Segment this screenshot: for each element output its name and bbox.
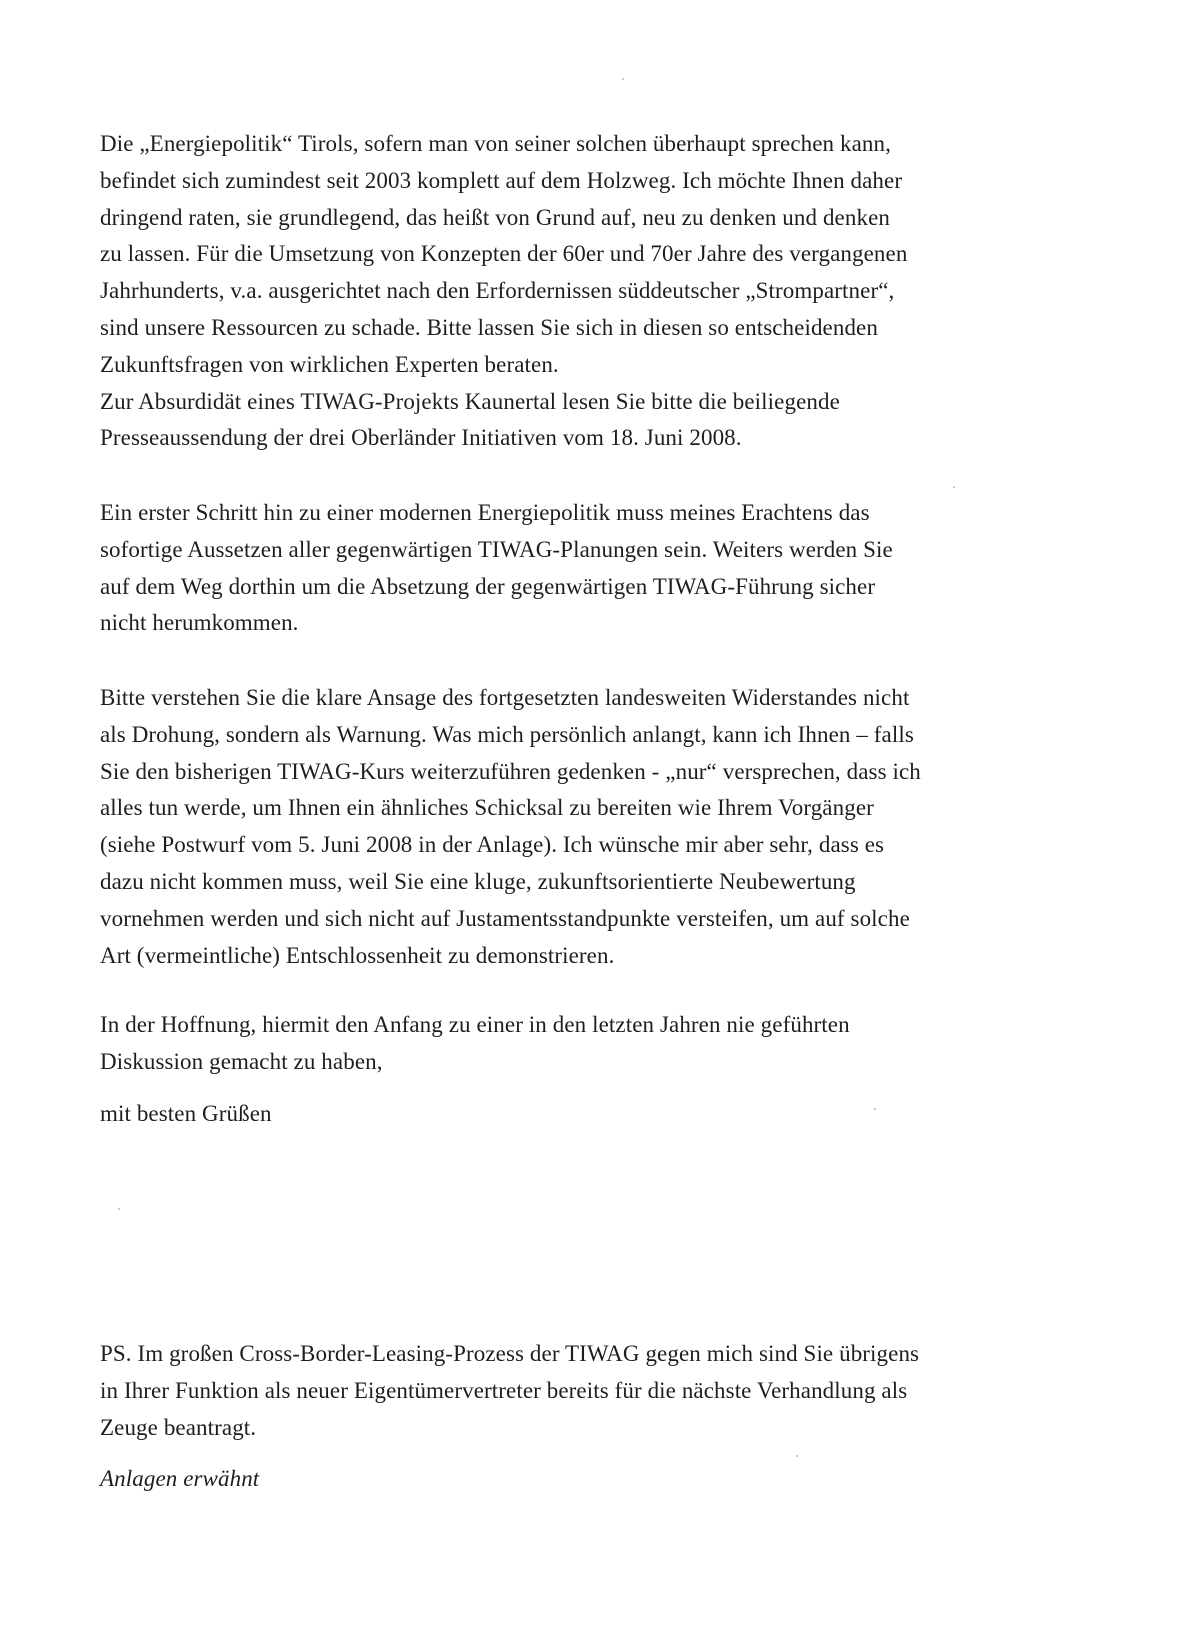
closing-salutation: [100, 1096, 1060, 1133]
enclosure-text: Anlagen erwähnt: [100, 1466, 260, 1491]
text-line: sind unsere Ressourcen zu schade. Bitte lassen Sie sich in diesen so entscheidenden: [100, 314, 878, 340]
text-line: dringend raten, sie grundlegend, das heißt von Grund auf, neu zu denken und denken: [100, 204, 890, 230]
text-line: vornehmen werden und sich nicht auf Justamentsstandpunkte versteifen, um auf solche: [100, 905, 910, 931]
text-line: Diskussion gemacht zu haben,: [100, 1048, 383, 1074]
text-line: sofortige Aussetzen aller gegenwärtigen TIWAG-Planungen sein. Weiters werden Sie: [100, 536, 893, 562]
text-line: alles tun werde, um Ihnen ein ähnliches Schicksal zu bereiten wie Ihrem Vorgänger: [100, 795, 874, 821]
scan-speck: [953, 486, 955, 488]
text-line: Zukunftsfragen von wirklichen Experten beraten.: [100, 351, 559, 377]
text-line: Zeuge beantragt.: [100, 1414, 257, 1440]
text-line: Die „Energiepolitik“ Tirols, sofern man von seiner solchen überhaupt sprechen kann,: [100, 131, 891, 156]
paragraph-hope: [100, 1007, 1060, 1081]
postscript: [100, 1336, 1060, 1446]
text-line: (siehe Postwurf vom 5. Juni 2008 in der Anlage). Ich wünsche mir aber sehr, dass es: [100, 832, 885, 858]
text-line: Ein erster Schritt hin zu einer modernen Energiepolitik muss meines Erachtens das: [100, 500, 870, 525]
paragraph-first-step: [100, 495, 1060, 642]
scan-speck: [796, 1455, 798, 1457]
text-line: Bitte verstehen Sie die klare Ansage des fortgesetzten landesweiten Widerstandes nicht: [100, 685, 910, 710]
text-line: befindet sich zumindest seit 2003 komplett auf dem Holzweg. Ich möchte Ihnen daher: [100, 167, 903, 193]
text-line: Zur Absurdidät eines TIWAG-Projekts Kaunertal lesen Sie bitte die beiliegende: [100, 388, 840, 414]
scan-speck: [118, 1208, 120, 1210]
enclosure-note: [100, 1461, 1060, 1498]
text-line: zu lassen. Für die Umsetzung von Konzepten der 60er und 70er Jahre des vergangenen: [100, 241, 908, 267]
closing-text: mit besten Grüßen: [100, 1101, 272, 1126]
text-line: als Drohung, sondern als Warnung. Was mich persönlich anlangt, kann ich Ihnen – falls: [100, 721, 914, 747]
scan-speck: [622, 78, 624, 80]
paragraph-warning: [100, 680, 1060, 974]
text-line: Sie den bisherigen TIWAG-Kurs weiterzuführen gedenken - „nur“ versprechen, dass ich: [100, 758, 921, 784]
paragraph-energy-policy: [100, 126, 1060, 457]
text-line: nicht herumkommen.: [100, 610, 299, 636]
text-line: in Ihrer Funktion als neuer Eigentümervertreter bereits für die nächste Verhandlung als: [100, 1377, 908, 1403]
text-line: dazu nicht kommen muss, weil Sie eine kluge, zukunftsorientierte Neubewertung: [100, 868, 856, 894]
text-line: Presseaussendung der drei Oberländer Initiativen vom 18. Juni 2008.: [100, 425, 742, 451]
text-line: auf dem Weg dorthin um die Absetzung der gegenwärtigen TIWAG-Führung sicher: [100, 573, 876, 599]
scan-speck: [874, 1108, 876, 1110]
text-line: Art (vermeintliche) Entschlossenheit zu demonstrieren.: [100, 942, 615, 968]
text-line: PS. Im großen Cross-Border-Leasing-Prozess der TIWAG gegen mich sind Sie übrigens: [100, 1341, 920, 1366]
text-line: In der Hoffnung, hiermit den Anfang zu einer in den letzten Jahren nie geführten: [100, 1012, 850, 1037]
text-line: Jahrhunderts, v.a. ausgerichtet nach den Erfordernissen süddeutscher „Strompartner“,: [100, 278, 895, 304]
